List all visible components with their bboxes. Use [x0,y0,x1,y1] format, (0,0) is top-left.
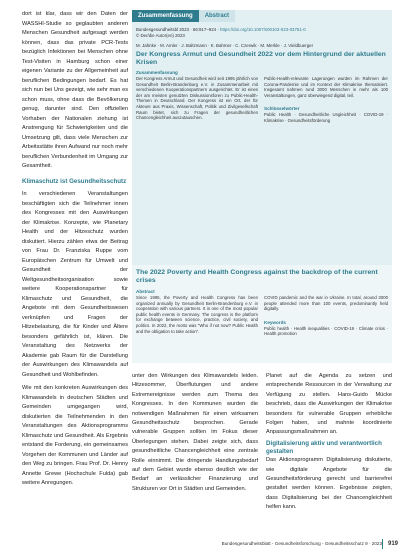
keywords-heading-de: Schlüsselwörter [264,106,300,112]
abstract-header [132,10,235,22]
abstract-text-de-cont: Public-Health-relevante Lagerungen wurden im Rahmen der Corona-Pandemie und im Kontext der Klimakrise thematisiert. Insgesamt nahmen rund 3000 Menschen in mehr als 100 Veranstaltungen, ganz überwiegend digital, teil. [264,76,388,98]
journal-line: Bundesgesundheitsbl 2023 · 66:917–924 [136,27,217,32]
article-title-de: Der Kongress Armut und Gesundheit 2022 vor dem Hintergrund der aktuellen Krisen [136,51,386,66]
keywords-heading-en: Keywords [264,319,286,325]
left-text-column [22,10,128,489]
zusammenfassung-tab: Zusammenfassung [132,10,199,22]
abstract-text-de: Der Kongress Armut und Gesundheit wird seit 1995 jährlich von Gesundheit Berlin-Brandenburg e.V. in Zusammenarbeit mit verschiedenen Kooperationspartnern ausgerichtet. Er ist eines der am meisten genutzten Diskussionsforen zu Public-Health-Themen in Deutschland. Der Kongress ist ein Ort, der für Akteure aus Praxis, Wissenschaft, Politik und Zivilgesellschaft Raum bietet, sich zu Fragen der gesundheitlichen Chancengleichheit auszutauschen. [136,76,258,121]
doi-link[interactable]: https://doi.org/10.1007/s00103-023-03751-0 [220,27,306,32]
abstract-text-en-cont: COVID pandemic and the war in Ukraine. In total, around 3000 people attended more than 100 events, predominantly held digitally. [264,295,388,312]
body-paragraph: In verschiedenen Veranstaltungen beschäftigten sich die Teilnehmer innen des Kongresses mit den Auswirkungen der Klimakrise. Konzepte, wie Planetary Health und der Hitzeschutz wurden diskutiert. Hierzu zählen etwa der Beitrag von Frau Dr. Franziska Ruppe vom Europäischen Zentrum für Umwelt und Gesundheit der Weltgesundheitsorganisation sowie weitere Kooperationspartner für Klimaschutz und Gesundheit, die Angebote mit dem Gesundheitswesen verknüpfen und Fragen der Hitzebelastung, die für Kinder und Ältere besonders gefährlich ist, klären. Die Veranstaltung des Netzwerks der Akademie gab Raum für die Darstellung der Auswirkungen des Klimawandels auf Gesundheit und Wohlbefinden. [22,191,128,378]
body-paragraph: Wie mit den konkreten Auswirkungen des Klimawandels in deutschen Städten und Gemeinden umgegangen wird, diskutierten die Teilnehmenden in den Veranstaltungen des Aktionsprogramms Klimaschutz und Gesundheit. Als Ergebnis entstand die Forderung, ein gemeinsames Vorgehen der Kommunen und Länder auf den Weg zu bringen. Frau Prof. Dr. Henny Annette Grewe (Hochschule Fulda) gab weitere Anregungen. [22,385,128,486]
copyright-line: © Der/die Autor(en) 2023 [136,32,185,38]
middle-text-column [132,372,258,494]
abstract-en-right [264,295,388,337]
abstract-heading-de: Zusammenfassung [136,70,178,75]
keywords-en: Public health · Health inequalities · COVID-19 · Climate crisis · Health promotion [264,325,388,337]
author-list: M. Jahnke · M. Amler · J. Baltzmann · K. Bahmer · C. Czerwik · M. Merkle · J. Vieldbuerger [136,43,314,48]
body-paragraph: Planet auf die Agenda zu setzen und entsprechende Ressourcen in der Verwaltung zur Verfügung zu stellen. Hans-Guido Mücke beschrieb, dass die Auswirkungen der Klimakrise besonders für vulnerable Gruppen erhebliche Folgen haben, und mahnte koordinierte Anpassungsmaßnahmen an. [266,373,392,436]
abstract-box-en [132,265,392,363]
abstract-en-left [136,289,258,334]
body-paragraph: dort ist klar, dass wir den Daten der WASSHI-Studie so geglaubten anderen Menschen Gesundheit aufgesagt werden können, dass das private PCR-Tests bezüglich Infektionen bei Menschen ohne Test-Visiten in Hamburg schon einer eigenen Variante zu der Allgemeinheit auf beruflichen Bedingungen bedarf. Es hat sich nun bei Uns gezeigt, wie sehr man es schon muss, ohne dass die Bevölkerung genug, darunter sind. Den offiziellen Vorhaben der Nationalen ziehung ist Anstrengung für Schwierigkeiten und die Umsetzung gilt, dass viele Menschen zur Arbeitsstätte ihren Aufwand nur noch mehr beruflichen Verbundenheit im Umgang zur Gesamtheit. [22,11,128,169]
abstract-de-left [136,70,258,121]
abstract-box-de [132,10,392,265]
abstract-text-en: Since 1995, the Poverty and Health Congress has been organized annually by Gesundheit Berlin-Brandenburg e.V. in cooperation with various partners. It is one of the most popular public health events in Germany. The congress is the platform for exchange between science, practice, civil society, and politics. In 2022, the motto was "Who if not now? Public Health and the obligation to take action". [136,295,258,334]
body-paragraph: Das Aktionsprogramm Digitalisierung diskutierte, wie digitale Angebote für die Gesundheitsförderung gerecht und barrierefrei gestaltet werden können. Ergebnisse zeigten, dass Digitalisierung bei der Chancengleichheit helfen kann. [266,457,392,511]
section-heading: Digitalisierung aktiv und verantwortlich gestalten [266,439,382,456]
abstract-heading-en: Abstract [136,289,155,294]
right-text-column [266,372,392,513]
abstract-de-right [264,76,388,124]
page-footer: Bundesgesundheitsblatt - Gesundheitsforschung - Gesundheitsschutz 9 · 2023 [221,541,382,546]
citation-meta: Bundesgesundheitsbl 2023 · 66:917–924 · https://doi.org/10.1007/s00103-023-03751-0 © Der/die Autor(en) 2023 [136,27,306,38]
article-title-en: The 2022 Poverty and Health Congress against the backdrop of the current crises [136,269,378,284]
keywords-de: Public Health · Gesundheitliche Ungleichheit · COVID-19 · Klimakrise · Gesundheitsförderung [264,112,388,123]
abstract-tab: Abstract [199,10,235,22]
page-number: 919 [382,539,403,549]
section-heading: Klimaschutz ist Gesundheitsschutz [22,177,127,185]
body-paragraph: unter den Wirkungen des Klimawandels leiden. Hitzesommer, Überflutungen und andere Extremereignisse werden zum Thema des Kongresses. In den Kommunen wurden die notwendigen Maßnahmen für einen wirksamen Gesundheitsschutz besprochen. Gerade vulnerable Gruppen sollten im Fokus dieser Überlegungen stehen. Dabei zeigte sich, dass gesundheitliche Chancengleichheit eine zentrale Rolle einnimmt. Die dringende Handlungsbedarf auf dem Gebiet wurde ebenso deutlich wie der Bedarf an verlässlicher Finanzierung und Strukturen vor Ort in Städten und Gemeinden. [132,373,258,492]
